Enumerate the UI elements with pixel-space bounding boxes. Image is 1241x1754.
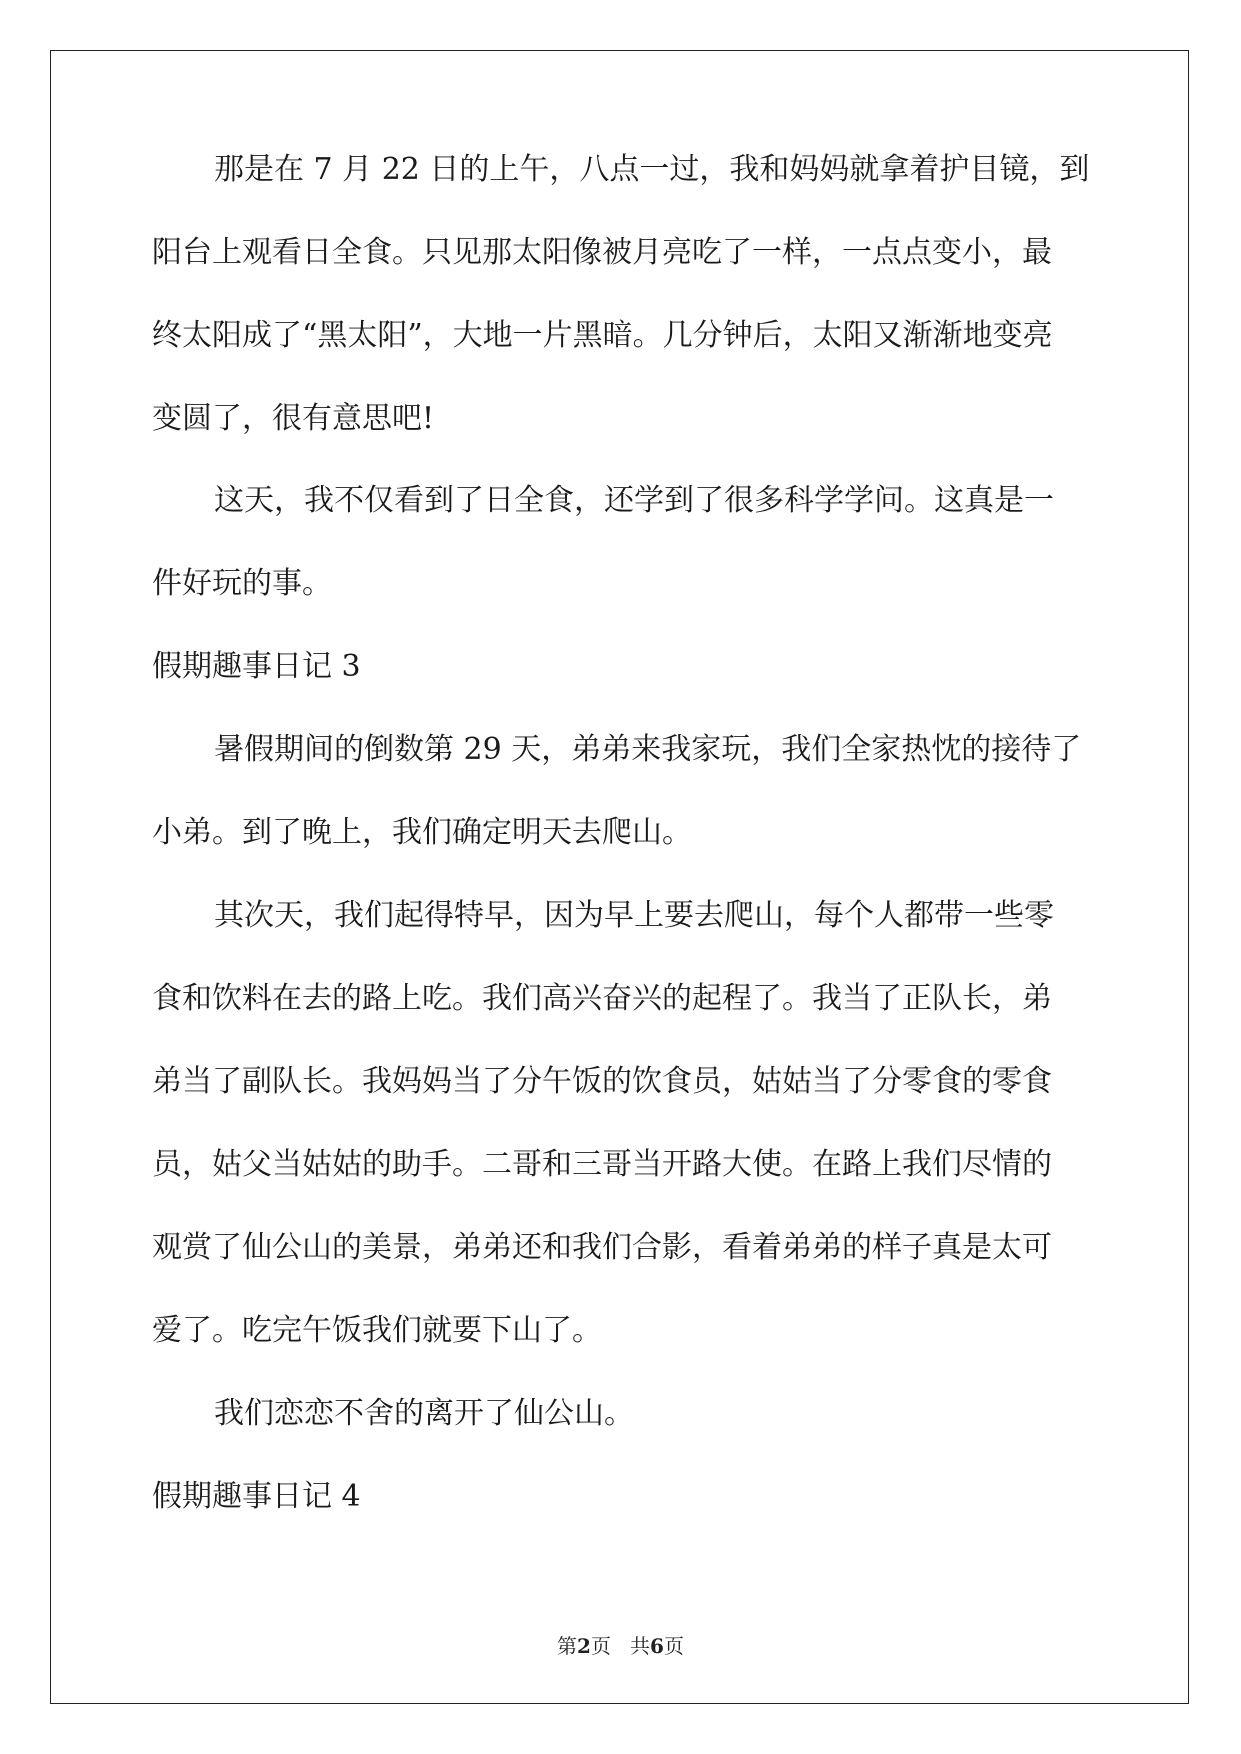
text-line: 我们恋恋不舍的离开了仙公山。 [214,1396,634,1431]
paragraph-climbing [152,874,1092,1372]
text-line: 阳台上观看日全食。只见那太阳像被月亮吃了一样，一点点变小，最 [152,235,1052,270]
text-line: 件好玩的事。 [152,566,332,601]
text-line: 终太阳成了“黑太阳”，大地一片黑暗。几分钟后，太阳又渐渐地变亮 [152,318,1053,353]
text-line: 这天，我不仅看到了日全食，还学到了很多科学学问。这真是一 [214,483,1054,518]
paragraph-leaving [152,1372,1092,1455]
text-line: 那是在 7 月 22 日的上午，八点一过，我和妈妈就拿着护目镜，到 [214,152,1090,187]
page-suffix: 页 [590,1634,611,1658]
text-line: 观赏了仙公山的美景，弟弟还和我们合影，看着弟弟的样子真是太可 [152,1230,1052,1265]
text-line: 食和饮料在去的路上吃。我们高兴奋兴的起程了。我当了正队长，弟 [152,981,1052,1016]
page-footer [0,1630,1241,1659]
paragraph-solar-eclipse [152,128,1092,460]
text-line: 暑假期间的倒数第 29 天，弟弟来我家玩，我们全家热忱的接待了 [214,732,1082,767]
heading-diary-3: 假期趣事日记 3 [152,649,361,684]
total-pages: 6 [650,1634,664,1658]
paragraph-brother-visit [152,708,1092,874]
heading-diary-4: 假期趣事日记 4 [152,1479,361,1514]
total-prefix: 共 [630,1634,651,1658]
text-line: 弟当了副队长。我妈妈当了分午饭的饮食员，姑姑当了分零食的零食 [152,1064,1052,1099]
text-line: 爱了。吃完午饭我们就要下山了。 [152,1313,602,1348]
text-line: 变圆了，很有意思吧! [152,401,435,436]
text-line: 员，姑父当姑姑的助手。二哥和三哥当开路大使。在路上我们尽情的 [152,1147,1052,1182]
total-suffix: 页 [663,1634,684,1658]
text-line: 小弟。到了晚上，我们确定明天去爬山。 [152,815,692,850]
text-line: 其次天，我们起得特早，因为早上要去爬山，每个人都带一些零 [214,898,1054,933]
page-prefix: 第 [557,1634,578,1658]
page-number: 2 [577,1634,591,1658]
paragraph-science [152,459,1092,625]
